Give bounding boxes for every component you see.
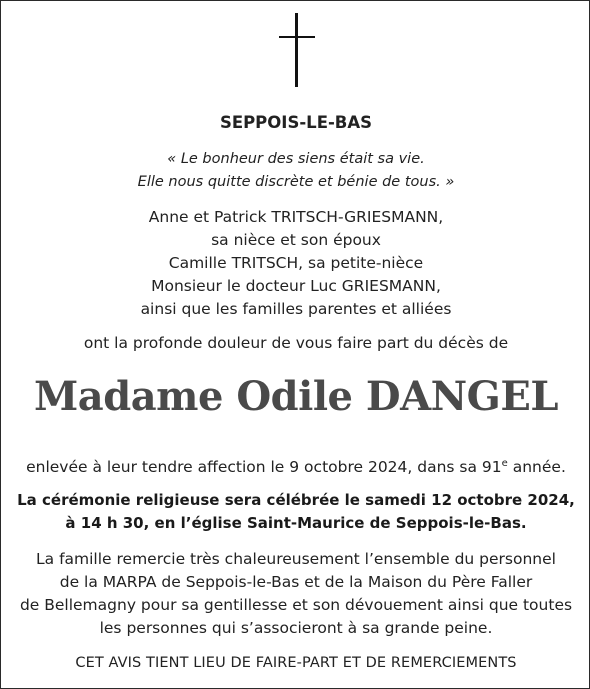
family-line-4: Monsieur le docteur Luc GRIESMANN,: [151, 277, 441, 295]
cross-icon: [279, 13, 315, 87]
family-line-1: Anne et Patrick TRITSCH-GRIESMANN,: [148, 208, 444, 226]
thanks-line-1: La famille remercie très chaleureusement l’ensemble du personnel: [36, 550, 556, 568]
quote-line-2: Elle nous quitte discrète et bénie de tous. »: [137, 174, 455, 190]
announcement-text: ont la profonde douleur de vous faire part du décès de: [83, 334, 509, 352]
family-line-2: sa nièce et son époux: [211, 231, 381, 249]
family-line-3: Camille TRITSCH, sa petite-nièce: [168, 254, 424, 272]
thanks-line-2: de la MARPA de Seppois-le-Bas et de la Maison du Père Faller: [59, 573, 533, 591]
ceremony-line-1: La cérémonie religieuse sera célébrée le samedi 12 octobre 2024,: [17, 491, 575, 509]
ordinal-suffix: e: [501, 458, 508, 469]
thanks-line-4: les personnes qui s’associeront à sa grande peine.: [99, 619, 493, 637]
thanks-line-3: de Bellemagny pour sa gentillesse et son dévouement ainsi que toutes: [19, 596, 573, 614]
family-line-5: ainsi que les familles parentes et alliées: [140, 300, 452, 318]
town-heading: SEPPOIS-LE-BAS: [219, 113, 373, 132]
death-text: enlevée à leur tendre affection le 9 octobre 2024, dans sa 91: [26, 458, 502, 477]
death-notice: [1, 458, 590, 476]
death-text-end: année.: [507, 458, 566, 477]
deceased-name: Madame Odile DANGEL: [34, 373, 558, 420]
closing-notice: CET AVIS TIENT LIEU DE FAIRE-PART ET DE REMERCIEMENTS: [75, 655, 517, 671]
quote-line-1: « Le bonheur des siens était sa vie.: [167, 151, 425, 167]
ceremony-line-2: à 14 h 30, en l’église Saint-Maurice de Seppois-le-Bas.: [65, 514, 527, 532]
